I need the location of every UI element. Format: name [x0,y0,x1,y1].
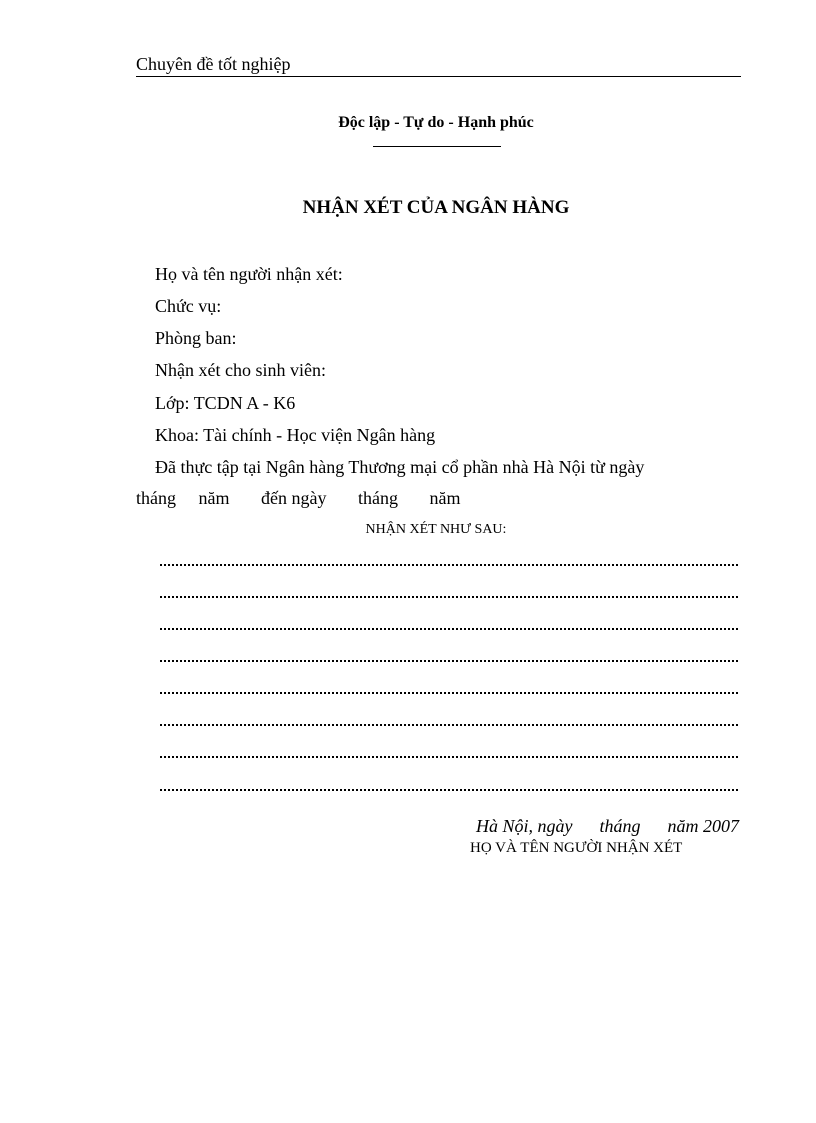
comment-line[interactable] [160,756,738,758]
header-rule [136,76,741,77]
comment-line[interactable] [160,789,738,791]
document-title: NHẬN XÉT CỦA NGÂN HÀNG [302,197,570,218]
signature-date: Hà Nội, ngày tháng năm 2007 [476,816,739,836]
comment-line[interactable] [160,596,738,598]
comment-line[interactable] [160,724,738,726]
internship-field: Đã thực tập tại Ngân hàng Thương mại cổ phần nhà Hà Nội từ ngày [155,457,645,477]
signer-label: HỌ VÀ TÊN NGƯỜI NHẬN XÉT [470,840,683,856]
running-header: Chuyên đề tốt nghiệp [136,54,291,74]
comments-heading: NHẬN XÉT NHƯ SAU: [365,522,507,537]
motto: Độc lập - Tự do - Hạnh phúc [338,114,534,131]
class-field: Lớp: TCDN A - K6 [155,393,296,413]
motto-underline [373,146,501,147]
comment-line[interactable] [160,628,738,630]
position-field: Chức vụ: [155,296,222,316]
comment-line[interactable] [160,660,738,662]
internship-dates: tháng năm đến ngày tháng năm [136,488,461,508]
reviewer-name-field: Họ và tên người nhận xét: [155,264,343,284]
faculty-field: Khoa: Tài chính - Học viện Ngân hàng [155,425,436,445]
student-field: Nhận xét cho sinh viên: [155,360,326,380]
comment-line[interactable] [160,692,738,694]
department-field: Phòng ban: [155,328,237,348]
comment-line[interactable] [160,564,738,566]
